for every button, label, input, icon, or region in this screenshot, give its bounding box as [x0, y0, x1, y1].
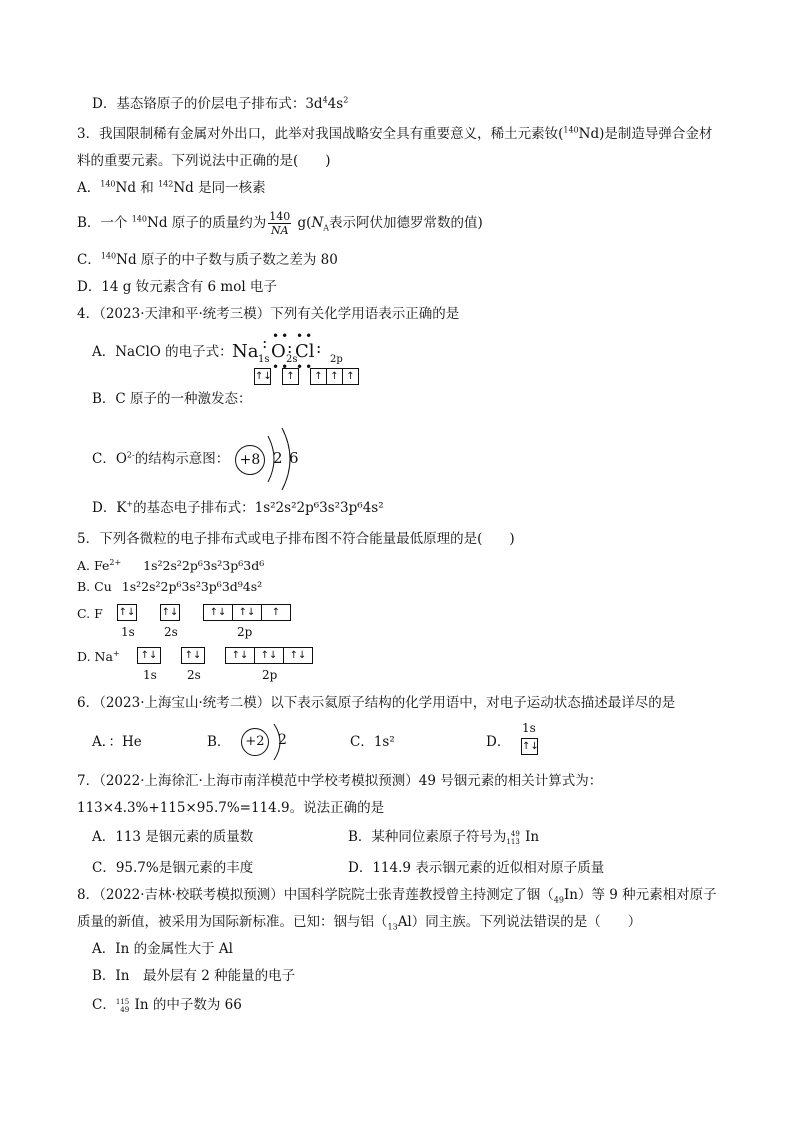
- q6-option-a: A．：He: [92, 734, 142, 750]
- option-prefix: B．一个: [77, 215, 132, 231]
- q3-stem-line2: 料的重要元素。下列说法中正确的是( ): [77, 153, 331, 169]
- sub: 49: [553, 895, 564, 905]
- isotope-top: 49: [510, 829, 520, 838]
- fraction: [268, 210, 291, 237]
- sup: 2-: [126, 450, 135, 460]
- option-label: A．NaClO 的电子式：: [92, 344, 233, 360]
- q2-option-d-mid: 4s: [327, 96, 344, 112]
- orbital-box: ↑↓: [225, 647, 255, 664]
- sup: 2: [343, 95, 349, 105]
- lewis-dots-top-o: ••: [272, 329, 291, 343]
- orbital-label: 2p: [330, 354, 343, 365]
- mass-number: 140: [100, 251, 117, 261]
- orbital-box: ↑↓: [181, 647, 205, 664]
- mass-number: 140: [563, 125, 579, 135]
- electron-config: 1s²2s²2p⁶3s²3p⁶4s²: [254, 500, 384, 516]
- q5-stem: 5．下列各微粒的电子排布式或电子排布图不符合能量最低原理的是( ): [77, 531, 515, 547]
- nucleus: +8: [235, 445, 265, 475]
- q4-stem: 4．（2023·天津和平·统考三模）下列有关化学用语表示正确的是: [77, 306, 460, 322]
- option-label-text: D. Na: [77, 649, 113, 664]
- orbital-label: 2p: [262, 668, 278, 682]
- q8-stem-line2: [77, 913, 641, 931]
- q3-stem-line1: [77, 125, 712, 143]
- sub: 13: [387, 922, 398, 932]
- mass-number: 140: [131, 214, 147, 224]
- sup: +: [126, 499, 134, 509]
- isotope-bottom: 49: [120, 1005, 130, 1014]
- option-label: A. Fe: [77, 558, 110, 573]
- q4-option-a: [92, 343, 233, 361]
- atomic-structure-he: [238, 722, 288, 762]
- option-prefix: C．: [92, 997, 116, 1013]
- orbital-1s: [254, 368, 271, 385]
- option-label: B．C 原子的一种激发态：: [92, 391, 252, 407]
- isotope-top: 115: [115, 997, 130, 1006]
- orbital-diagram-b: [253, 354, 373, 414]
- q3-option-a: [77, 179, 266, 197]
- option-text: Nd 和: [115, 180, 159, 196]
- lewis-dots-mid: :: [287, 338, 293, 357]
- option-text: In 的中子数为 66: [130, 997, 242, 1013]
- orbital-label: 2s: [286, 354, 298, 365]
- orbital-label: 2s: [187, 668, 201, 682]
- nucleus: +2: [241, 728, 269, 756]
- lewis-dots-bottom-cl: ••: [296, 360, 315, 374]
- orbital-box: ↑↓: [137, 647, 161, 664]
- shell-electrons: 6: [289, 449, 299, 467]
- option-text: Nd 原子的中子数与质子数之差为 80: [116, 252, 338, 268]
- stem-text: 质量的新值，被采用为国际新标准。已知：铟与铝（: [77, 914, 388, 930]
- option-label: C．O: [92, 451, 127, 467]
- orbital-label: 1s: [143, 668, 157, 682]
- option-prefix: A．: [77, 180, 101, 196]
- lewis-dots-top-cl: ••: [296, 329, 315, 343]
- option-text: 表示阿伏加德罗常数的值): [329, 215, 483, 231]
- q3-option-b: [77, 206, 483, 240]
- option-label: [77, 649, 120, 664]
- orbital-2p: [225, 647, 313, 664]
- orbital-2s: [160, 604, 180, 621]
- mass-number: 142: [158, 179, 174, 189]
- lewis-o: O: [271, 341, 286, 362]
- q6-stem: 6．（2023·上海宝山·统考二模）以下表示氦原子结构的化学用语中，对电子运动状态描述最详尽的是: [77, 695, 676, 711]
- orbital-diagram-he: [520, 721, 544, 761]
- q7-option-c: C．95.7%是铟元素的丰度: [92, 860, 254, 876]
- option-text: Nd 是同一核素: [173, 180, 266, 196]
- option-label: D．K: [92, 500, 127, 516]
- orbital-1s: [117, 604, 137, 621]
- orbital-box: ↑↓: [233, 604, 262, 621]
- fraction-numerator: 140: [269, 210, 291, 223]
- electron-config: 1s²2s²2p⁶3s²3p⁶3d⁶: [143, 558, 265, 573]
- electron-config: 1s²2s²2p⁶3s²3p⁶3d⁹4s²: [121, 579, 263, 594]
- q5-option-c: [77, 602, 317, 642]
- orbital-label: 1s: [258, 354, 270, 365]
- option-label: 的基态电子排布式：: [133, 500, 255, 516]
- q7-option-b: [348, 828, 539, 846]
- q8-option-c: [92, 996, 242, 1014]
- q3-option-d: D．14 g 钕元素含有 6 mol 电子: [77, 279, 277, 295]
- orbital-2s: [282, 368, 299, 385]
- mass-number: 140: [100, 179, 116, 189]
- orbital-box: ↑↓: [117, 604, 137, 621]
- q3-option-c: [77, 251, 338, 269]
- orbital-2s: [181, 647, 205, 664]
- q8-stem-line1: [77, 886, 717, 904]
- q7-stem-line1: 7．（2022·上海徐汇·上海市南洋模范中学校考模拟预测）49 号铟元素的相关计算式为：: [77, 773, 603, 789]
- option-text: Nd 原子的质量约为: [147, 215, 267, 231]
- option-text: B．某种同位素原子符号为: [348, 829, 507, 845]
- q3-stem-text: 3．我国限制稀有金属对外出口，此举对我国战略安全具有重要意义，稀土元素钕(: [77, 126, 564, 142]
- lewis-na: Na: [232, 341, 259, 362]
- q7-stem-line2: 113×4.3%+115×95.7%=114.9。说法正确的是: [77, 800, 385, 816]
- orbital-box: ↑: [310, 368, 327, 385]
- orbital-box: ↑: [262, 604, 291, 621]
- orbital-label: 2s: [164, 625, 178, 639]
- stem-text: In）等 9 种元素相对原子: [563, 887, 717, 903]
- q6-option-d-label: D．: [486, 734, 511, 750]
- orbital-box: ↑: [343, 368, 359, 385]
- isotope-notation: [506, 830, 519, 846]
- orbital-label: 1s: [522, 721, 536, 735]
- shell-electrons: 2: [278, 732, 287, 748]
- orbital-1s: [137, 647, 161, 664]
- q4-option-c: [92, 450, 229, 468]
- orbital-box: ↑: [282, 368, 299, 385]
- fraction-denominator: NA: [270, 224, 289, 237]
- lewis-cl: Cl: [295, 341, 315, 362]
- q4-option-b: [92, 390, 252, 408]
- orbital-box: ↑: [327, 368, 343, 385]
- q7-option-d: D．114.9 表示铟元素的近似相对原子质量: [348, 860, 605, 876]
- orbital-box: ↑↓: [254, 368, 271, 385]
- orbital-2p: [310, 368, 359, 385]
- q2-option-d: [92, 95, 348, 113]
- constant-symbol: N: [311, 215, 324, 231]
- sub: A: [323, 223, 330, 233]
- q8-option-a: A．In 的金属性大于 Al: [92, 941, 233, 957]
- q6-option-b-label: B．: [207, 734, 231, 750]
- stem-text: Al）同主族。下列说法错误的是（ ）: [397, 914, 642, 930]
- orbital-label: 1s: [121, 625, 135, 639]
- q5-option-a: [77, 557, 264, 575]
- q7-option-a: A．113 是铟元素的质量数: [92, 829, 254, 845]
- shell-arcs: [232, 424, 312, 494]
- q5-option-b: [77, 578, 262, 596]
- sup: 4: [322, 95, 328, 105]
- lewis-dots-bottom-o: ••: [272, 360, 291, 374]
- lewis-dots-right: :: [316, 338, 322, 357]
- q3-stem-text2: Nd)是制造导弹合金材: [578, 126, 713, 142]
- q2-option-d-label: D．基态铬原子的价层电子排布式：3d: [92, 96, 323, 112]
- isotope-bottom: 113: [506, 837, 520, 846]
- orbital-label: 2p: [237, 625, 253, 639]
- option-label: 的结构示意图：: [134, 451, 230, 467]
- option-label: C. F: [77, 606, 103, 621]
- option-text: g(: [293, 215, 312, 231]
- orbital-box: ↑↓: [521, 738, 538, 755]
- atomic-structure-o2: [232, 424, 312, 494]
- sup: 2+: [109, 557, 122, 567]
- q8-option-b: B．In 最外层有 2 种能量的电子: [92, 968, 296, 984]
- option-prefix: C．: [77, 252, 101, 268]
- lewis-dots-left: :: [262, 333, 268, 352]
- q6-option-c: C．1s²: [350, 734, 395, 750]
- orbital-box: ↑↓: [284, 647, 313, 664]
- sup: +: [112, 648, 120, 658]
- orbital-2p: [203, 604, 291, 621]
- option-label: B. Cu: [77, 579, 112, 594]
- shell-electrons: 2: [273, 449, 283, 467]
- orbital-box: ↑↓: [203, 604, 233, 621]
- stem-text: 8．（2022·吉林·校联考模拟预测）中国科学院院士张青莲教授曾主持测定了铟（: [77, 887, 554, 903]
- element-symbol: In: [520, 829, 540, 845]
- isotope-notation: [116, 998, 129, 1014]
- q5-option-d: [77, 645, 337, 685]
- q4-option-d: [92, 499, 384, 517]
- orbital-box: ↑↓: [255, 647, 284, 664]
- orbital-box: ↑↓: [160, 604, 180, 621]
